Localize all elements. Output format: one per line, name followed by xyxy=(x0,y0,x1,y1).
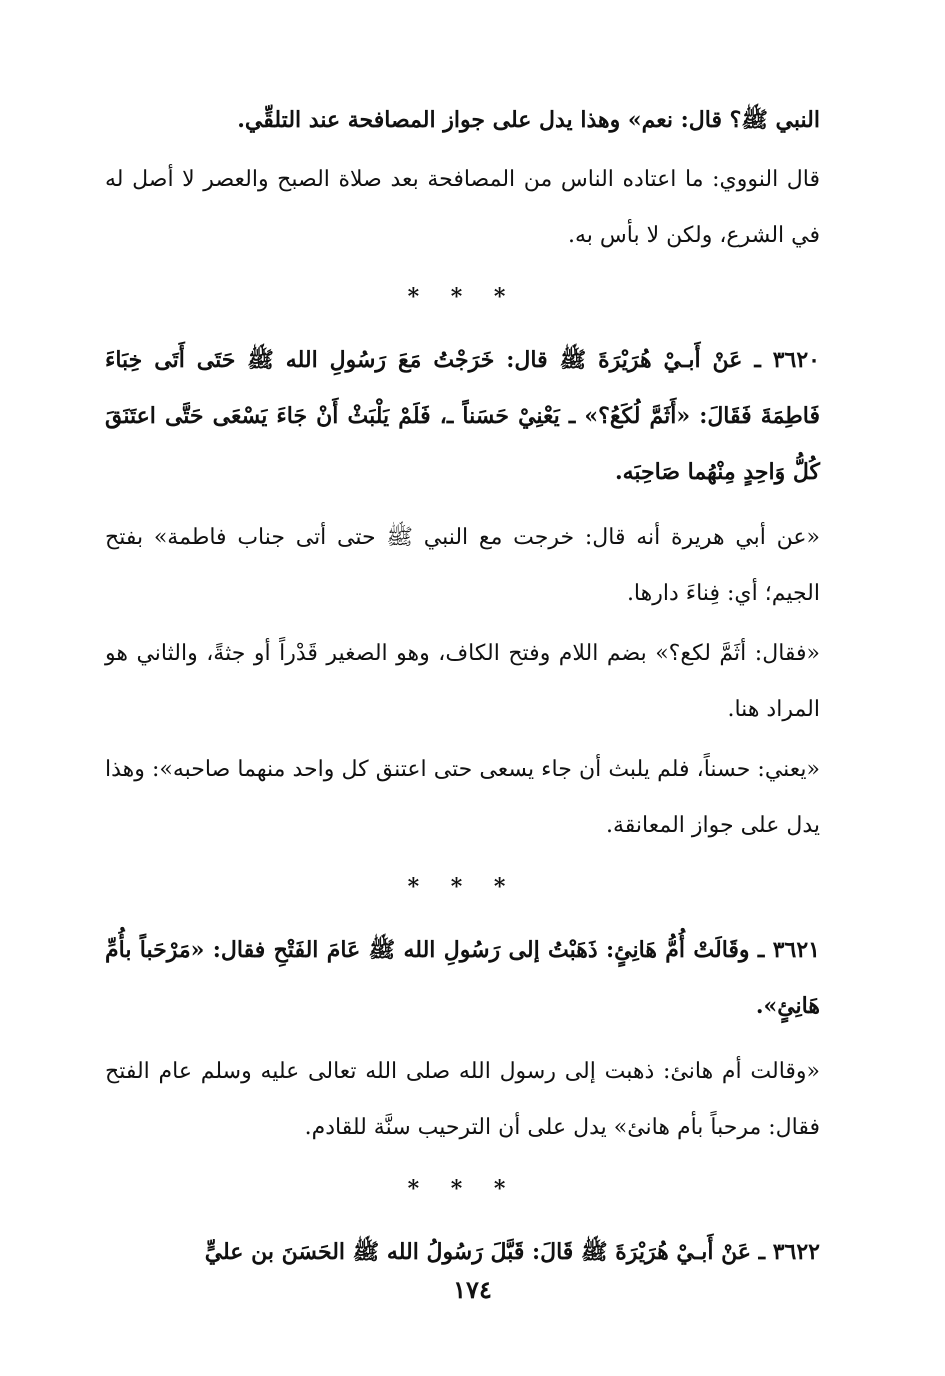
paragraph-continuation: النبي ﷺ؟ قال: نعم» وهذا يدل على جواز المصافحة عند التلقِّي. xyxy=(237,107,820,133)
commentary-1: «عن أبي هريرة أنه قال: خرجت مع النبي ﷺ حتى أتى جناب فاطمة» بفتح الجيم؛ أي: فِناءَ دارها. xyxy=(105,525,820,606)
section-separator: * * * xyxy=(407,874,518,900)
page-number: ١٧٤ xyxy=(453,1275,492,1304)
commentary-3: «يعني: حسناً، فلم يلبث أن جاء يسعى حتى اعتنق كل واحد منهما صاحبه»: وهذا يدل على جواز المعانقة. xyxy=(105,757,820,838)
hadith-3622: ٣٦٢٢ ـ عَنْ أَبـيْ هُرَيْرَةَ ﷺ قَالَ: قَبَّلَ رَسُولُ الله ﷺ الحَسَنَ بن عليٍّ xyxy=(204,1239,820,1265)
page-body xyxy=(105,92,820,1280)
paragraph-nawawi-comment: قال النووي: ما اعتاده الناس من المصافحة بعد صلاة الصبح والعصر لا أصل له في الشرع، ولكن لا بأس به. xyxy=(105,167,820,248)
section-separator: * * * xyxy=(407,1176,518,1202)
section-separator: * * * xyxy=(407,284,518,310)
commentary-2: «فقال: أثَمَّ لكع؟» بضم اللام وفتح الكاف، وهو الصغير قَدْراً أو جثةً، والثاني هو المراد هنا. xyxy=(105,641,820,722)
commentary-4: «وقالت أم هانئ: ذهبت إلى رسول الله صلى الله تعالى عليه وسلم عام الفتح فقال: مرحباً بأم هانئ» يدل على أن الترحيب سنَّة للقادم. xyxy=(105,1059,820,1140)
hadith-3620: ٣٦٢٠ ـ عَنْ أَبـيْ هُرَيْرَةَ ﷺ قال: خَرَجْتُ مَعَ رَسُولِ الله ﷺ حَتَى أَتَى خِبَاءَ فَاطِمَةَ فَقَالَ: «أَثَمَّ لُكَعُ؟» ـ يَعْنِيْ حَسَناً ـ، فَلَمْ يَلْبَثْ أَنْ جَاءَ يَسْعَى حَتَّى اعتَنَقَ كُلُّ وَاحِدٍ مِنْهُما صَاحِبَه. xyxy=(105,347,820,485)
hadith-3621: ٣٦٢١ ـ وقَالَتْ أُمُّ هَانِئٍ: ذَهَبْتُ إلى رَسُولِ الله ﷺ عَامَ الفَتْحِ فقال: «مَرْحَباً بأُمِّ هَانِئٍ». xyxy=(105,937,820,1019)
